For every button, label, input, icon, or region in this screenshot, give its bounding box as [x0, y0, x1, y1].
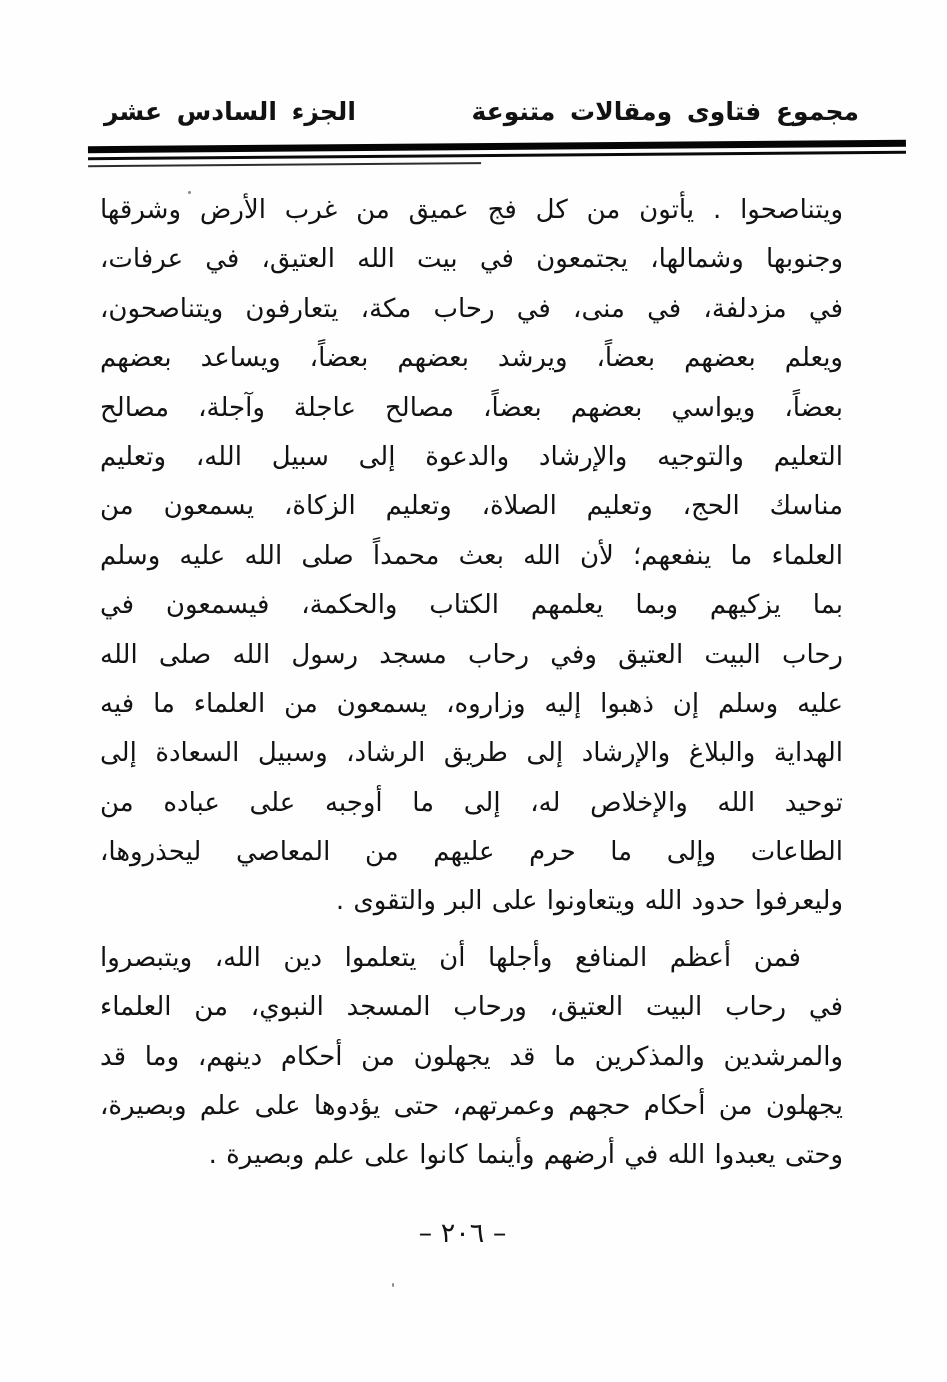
body-line: عليه وسلم إن ذهبوا إليه وزاروه، يسمعون من العلماء ما فيه	[100, 688, 843, 719]
body-line: الطاعات وإلى ما حرم عليهم من المعاصي ليحذروها،	[100, 837, 843, 868]
body-line: مناسك الحج، وتعليم الصلاة، وتعليم الزكاة، يسمعون من	[100, 491, 843, 522]
book-title: مجموع فتاوى ومقالات متنوعة	[471, 97, 859, 126]
body-line: في رحاب البيت العتيق، ورحاب المسجد النبوي، من العلماء	[100, 992, 843, 1023]
body-line: وليعرفوا حدود الله ويتعاونوا على البر والتقوى .	[335, 886, 843, 917]
paragraph-1	[100, 186, 843, 927]
body-line: التعليم والتوجيه والإرشاد والدعوة إلى سبيل الله، وتعليم	[100, 441, 843, 472]
scan-speck	[392, 1283, 394, 1287]
header-rule	[88, 140, 906, 167]
rule-thin-line	[88, 162, 481, 167]
page-number: – ٢٠٦ –	[418, 1218, 507, 1249]
body-line: فمن أعظم المنافع وأجلها أن يتعلموا دين الله، ويتبصروا	[100, 942, 801, 973]
body-line: رحاب البيت العتيق وفي رحاب مسجد رسول الله صلى الله	[100, 639, 843, 670]
body-line: ويتناصحوا . يأتون من كل فج عميق من غرب الأرض وشرقها	[100, 195, 843, 225]
body-line: ويعلم بعضهم بعضاً، ويرشد بعضهم بعضاً، ويساعد بعضهم	[100, 343, 843, 374]
body-line: الهداية والبلاغ والإرشاد إلى طريق الرشاد، وسبيل السعادة إلى	[100, 738, 843, 769]
body-line: والمرشدين والمذكرين ما قد يجهلون من أحكام دينهم، وما قد	[100, 1041, 843, 1072]
body-line: توحيد الله والإخلاص له، إلى ما أوجبه على عباده من	[100, 787, 843, 818]
body-line: يجهلون من أحكام حجهم وعمرتهم، حتى يؤدوها على علم وبصيرة،	[100, 1091, 843, 1122]
body-line: بما يزكيهم وبما يعلمهم الكتاب والحكمة، فيسمعون في	[100, 590, 843, 621]
body-line: العلماء ما ينفعهم؛ لأن الله بعث محمداً صلى الله عليه وسلم	[100, 540, 843, 571]
running-header	[104, 97, 859, 126]
body-line: وحتى يعبدوا الله في أرضهم وأينما كانوا على علم وبصيرة .	[208, 1140, 843, 1171]
volume-title: الجزء السادس عشر	[104, 97, 356, 126]
paragraph-2	[100, 934, 843, 1181]
body-text	[100, 186, 843, 1181]
body-line: بعضاً، ويواسي بعضهم بعضاً، مصالح عاجلة وآجلة، مصالح	[100, 392, 843, 423]
body-line: في مزدلفة، في منى، في رحاب مكة، يتعارفون ويتناصحون،	[100, 293, 843, 324]
scan-speck	[188, 191, 191, 194]
body-line: وجنوبها وشمالها، يجتمعون في بيت الله العتيق، في عرفات،	[100, 244, 843, 275]
page-footer	[0, 1218, 936, 1249]
